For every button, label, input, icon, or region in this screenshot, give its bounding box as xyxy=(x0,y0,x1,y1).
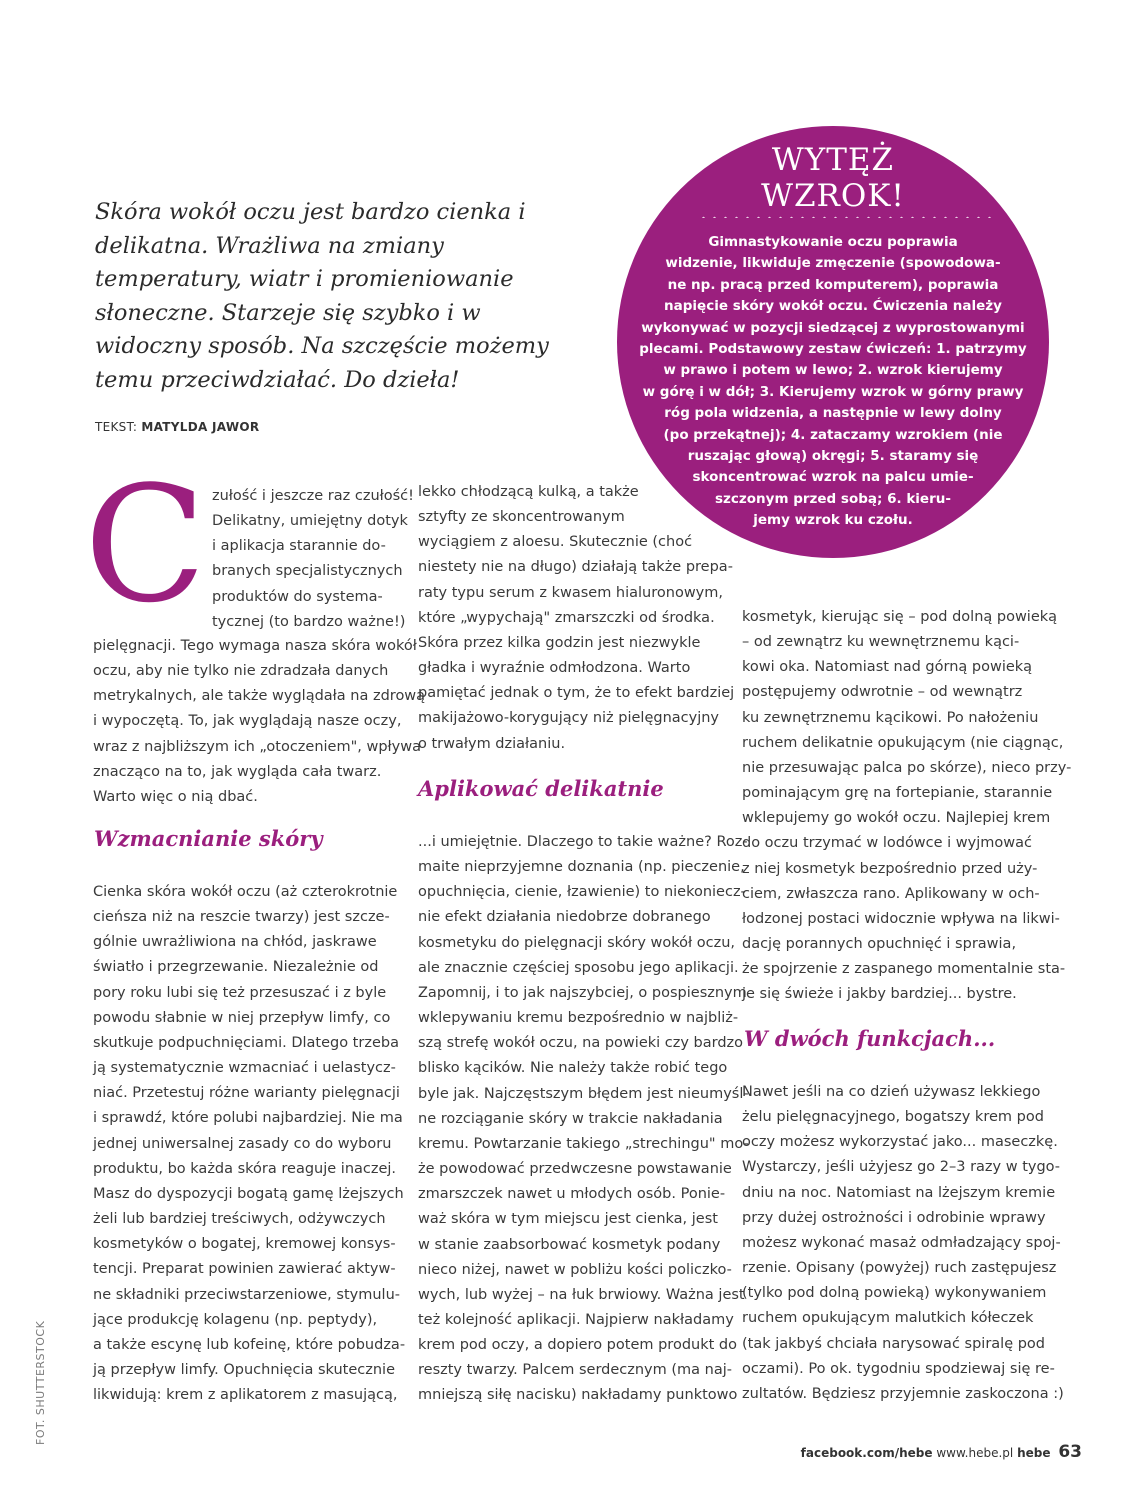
text-line: ruchem delikatnie opukującym (nie ciągnąc, xyxy=(742,734,1064,751)
text-line: skutkuje podpuchnięciami. Dlatego trzeba xyxy=(93,1034,399,1051)
text-line: tencji. Preparat powinien zawierać aktyw- xyxy=(93,1261,396,1278)
sidebar-title-line: WYTĘŻ xyxy=(771,142,895,178)
drop-cap: C xyxy=(84,451,207,638)
text-line: ne składniki przeciwstarzeniowe, stymulu- xyxy=(93,1286,400,1303)
page-footer xyxy=(801,1442,1082,1462)
sidebar-line: widzenie, likwiduje zmęczenie (spowodowa- xyxy=(665,255,1001,272)
text-line: niać. Przetestuj różne warianty pielęgnacji xyxy=(93,1085,400,1102)
text-line: kosmetyku do pielęgnacji skóry wokół oczu, xyxy=(418,934,735,951)
photo-credit: FOT. SHUTTERSTOCK xyxy=(34,1320,47,1445)
sidebar-line: w górę i w dół; 3. Kierujemy wzrok w górny prawy xyxy=(642,383,1024,400)
section-heading: Aplikować delikatnie xyxy=(418,776,664,801)
sidebar-line: Gimnastykowanie oczu poprawia xyxy=(708,234,958,250)
text-line: wraz z najbliższym ich „otoczeniem", wpływa xyxy=(93,738,421,755)
text-line: zmarszczek nawet u młodych osób. Ponie- xyxy=(418,1186,726,1203)
text-line: łodzonej postaci widocznie wpływa na likwi- xyxy=(742,910,1060,927)
sidebar-line: napięcie skóry wokół oczu. Ćwiczenia należy xyxy=(664,298,1002,315)
text-line: opuchnięcia, cienie, łzawienie) to niekoniecz- xyxy=(418,884,746,901)
lead-paragraph: Skóra wokół oczu jest bardzo cienka i delikatna. Wrażliwa na zmiany temperatury, wiatr i promieniowanie słoneczne. Starzeje się szybko i w widoczny sposób. Na szczęście możemy temu przeciwdziałać. Do dzieła! xyxy=(95,199,549,393)
text-line: – od zewnątrz ku wewnętrznemu kąci- xyxy=(742,634,1020,651)
text-line: wyciągiem z aloesu. Skutecznie (choć xyxy=(418,534,693,551)
credit-label: TEKST: xyxy=(95,420,138,434)
text-line: nie efekt działania niedobrze dobranego xyxy=(418,909,711,926)
text-line: branych specjalistycznych xyxy=(212,563,403,580)
text-line: i aplikacja starannie do- xyxy=(212,538,386,555)
website-link[interactable]: www.hebe.pl xyxy=(936,1446,1014,1460)
text-line: zułość i jeszcze raz czułość! xyxy=(212,488,414,504)
text-line: jednej uniwersalnej zasady co do wyboru xyxy=(93,1135,392,1152)
text-line: a także escynę lub kofeinę, które pobudza- xyxy=(93,1336,406,1353)
text-line: w stanie zaabsorbować kosmetyk podany xyxy=(418,1236,721,1253)
sidebar-line: plecami. Podstawowy zestaw ćwiczeń: 1. patrzymy xyxy=(639,341,1027,358)
text-line: pielęgnacji. Tego wymaga nasza skóra wokół xyxy=(93,638,417,654)
text-line: żeli lub bardziej treściwych, odżywczych xyxy=(93,1211,386,1228)
text-line: ją przepływ limfy. Opuchnięcia skutecznie xyxy=(93,1361,395,1378)
text-line: Nawet jeśli na co dzień używasz lekkiego xyxy=(742,1084,1041,1100)
sidebar-line: (po przekątnej); 4. zataczamy wzrokiem (nie xyxy=(663,426,1003,443)
sidebar-title xyxy=(617,142,1049,214)
text-line: waż skóra w tym miejscu jest cienka, jest xyxy=(418,1211,718,1228)
text-line: i sprawdź, które polubi najbardziej. Nie ma xyxy=(93,1110,403,1127)
facebook-link[interactable]: facebook.com/hebe xyxy=(800,1446,933,1460)
text-line: kosmetyk, kierując się – pod dolną powieką xyxy=(742,609,1058,625)
text-line: gładka i wyraźnie odmłodzona. Warto xyxy=(418,660,691,677)
text-line: kremu. Powtarzanie takiego „strechingu" mo- xyxy=(418,1135,749,1152)
text-line: ruchem opukującym malutkich kółeczek xyxy=(742,1310,1034,1327)
text-line: produktu, bo każda skóra reaguje inaczej. xyxy=(93,1160,397,1177)
text-line: rzenie. Opisany (powyżej) ruch zastępujesz xyxy=(742,1260,1057,1277)
sidebar-line: wykonywać w pozycji siedzącej z wyprostowanymi xyxy=(641,319,1025,336)
text-line: żelu pielęgnacyjnego, bogatszy krem pod xyxy=(742,1109,1044,1126)
text-line: wklepywaniu kremu bezpośrednio w najbliż- xyxy=(418,1010,739,1027)
text-line: wklepujemy go wokół oczu. Najlepiej krem xyxy=(742,810,1051,827)
text-line: lekko chłodzącą kulką, a także xyxy=(418,484,639,500)
text-line: Skóra przez kilka godzin jest niezwykle xyxy=(418,634,701,651)
text-line: znacząco na to, jak wygląda cała twarz. xyxy=(93,763,382,780)
text-line: Zapomnij, i to jak najszybciej, o pospiesznym xyxy=(418,984,747,1001)
text-line: wych, lub wyżej – na łuk brwiowy. Ważna jest xyxy=(418,1286,745,1303)
text-line: cieńsza niż na reszcie twarzy) jest szcze- xyxy=(93,909,390,926)
text-line: postępujemy odwrotnie – od wewnątrz xyxy=(742,684,1023,701)
section-heading: Wzmacnianie skóry xyxy=(94,826,323,851)
text-line: reszty twarzy. Palcem serdecznym (ma naj- xyxy=(418,1362,732,1379)
col3-paragraph-1 xyxy=(742,605,1071,1008)
text-line: powodu słabnie w niej przepływ limfy, co xyxy=(93,1009,391,1026)
text-line: jące produkcję kolagenu (np. peptydy), xyxy=(93,1311,378,1328)
text-line: kowi oka. Natomiast nad górną powieką xyxy=(742,659,1033,676)
text-line: i wypoczętą. To, jak wyglądają nasze oczy, xyxy=(93,713,402,730)
col1-paragraph-2 xyxy=(93,880,405,1408)
text-line: mniejszą siłę nacisku) nakładamy punktowo xyxy=(418,1387,738,1404)
text-line: Delikatny, umiejętny dotyk xyxy=(212,513,408,530)
text-line: oczami). Po ok. tygodniu spodziewaj się re- xyxy=(742,1360,1055,1377)
text-line: ale znacznie częściej sposobu jego aplikacji. xyxy=(418,959,739,976)
text-line: możesz wykonać masaż odmładzający spoj- xyxy=(742,1234,1061,1251)
col3-paragraph-2 xyxy=(742,1080,1064,1407)
text-line: maite nieprzyjemne doznania (np. pieczenie, xyxy=(418,859,745,876)
text-line: nieco niżej, nawet w pobliżu kości policzko- xyxy=(418,1261,732,1278)
text-line: ...i umiejętnie. Dlaczego to takie ważne? Roz- xyxy=(418,834,748,850)
col2-paragraph-2 xyxy=(418,830,749,1409)
dotted-divider xyxy=(698,216,998,218)
text-line: pominającym grę na fortepianie, starannie xyxy=(742,785,1053,802)
sidebar-line: ruszając głową) okręgi; 5. staramy się xyxy=(687,448,979,465)
text-line: niestety nie na długo) działają także prepa- xyxy=(418,559,733,576)
text-line: Cienka skóra wokół oczu (aż czterokrotnie xyxy=(93,884,398,900)
text-line: metrykalnych, ale także wyglądała na zdrową xyxy=(93,688,426,705)
text-line: że powodować przedwczesne powstawanie xyxy=(418,1161,732,1178)
text-line: przy dużej ostrożności i odrobinie wprawy xyxy=(742,1209,1046,1226)
col2-paragraph-1 xyxy=(418,480,734,757)
text-line: ku zewnętrznemu kącikowi. Po nałożeniu xyxy=(742,709,1039,726)
text-line: ciem, zwłaszcza rano. Aplikowany w och- xyxy=(742,885,1040,902)
text-line: które „wypychają" zmarszczki od środka. xyxy=(418,609,715,626)
text-line: o trwałym działaniu. xyxy=(418,735,566,752)
text-line: Warto więc o nią dbać. xyxy=(93,788,258,805)
text-line: pory roku lubi się też przesuszać i z byle xyxy=(93,984,387,1001)
sidebar-line: ne np. pracą przed komputerem), poprawia xyxy=(667,276,999,293)
sidebar-line: skoncentrować wzrok na palcu umie- xyxy=(692,469,974,486)
text-line: byle jak. Najczęstszym błędem jest nieumyśl- xyxy=(418,1085,749,1102)
text-line: do oczu trzymać w lodówce i wyjmować xyxy=(742,835,1032,852)
text-line: też kolejność aplikacji. Najpierw nakładamy xyxy=(418,1311,734,1328)
text-line: oczu, aby nie tylko nie zdradzała danych xyxy=(93,663,389,680)
text-line: Masz do dyspozycji bogatą gamę lżejszych xyxy=(93,1185,404,1202)
sidebar-line: róg pola widzenia, a następnie w lewy dolny xyxy=(664,405,1002,422)
text-line: ją systematycznie wzmacniać i uelastycz- xyxy=(93,1060,396,1077)
sidebar-line: jemy wzrok ku czołu. xyxy=(753,512,913,529)
author-credit xyxy=(95,420,259,434)
col1-intro-lines xyxy=(212,484,414,635)
page-number: 63 xyxy=(1058,1442,1082,1462)
text-line: (tak jakbyś chciała narysować spiralę pod xyxy=(742,1335,1045,1352)
col1-paragraph-1 xyxy=(93,634,425,810)
section-heading: W dwóch funkcjach... xyxy=(744,1026,996,1051)
text-line: raty typu serum z kwasem hialuronowym, xyxy=(418,584,723,601)
text-line: makijażowo-korygujący niż pielęgnacyjny xyxy=(418,710,720,727)
text-line: szą strefę wokół oczu, na powieki czy bardzo xyxy=(418,1035,744,1052)
text-line: dację porannych opuchnięć i sprawia, xyxy=(742,936,1017,953)
text-line: blisko kącików. Nie należy także robić tego xyxy=(418,1060,728,1077)
text-line: sztyfty ze skoncentrowanym xyxy=(418,509,625,526)
text-line: produktów do systema- xyxy=(212,588,383,605)
text-line: je się świeże i jakby bardziej... bystre. xyxy=(742,986,1017,1003)
text-line: krem pod oczy, a dopiero potem produkt do xyxy=(418,1337,737,1354)
text-line: światło i przegrzewanie. Niezależnie od xyxy=(93,959,379,976)
text-line: ne rozciąganie skóry w trakcie nakładania xyxy=(418,1110,723,1127)
brand-name: hebe xyxy=(1017,1446,1051,1460)
sidebar-line: w prawo i potem w lewo; 2. wzrok kierujemy xyxy=(663,362,1003,379)
text-line: kosmetyków o bogatej, kremowej konsys- xyxy=(93,1236,396,1253)
text-line: likwidują: krem z aplikatorem z masującą, xyxy=(93,1387,398,1404)
sidebar-line: szczonym przed sobą; 6. kieru- xyxy=(715,490,951,507)
text-line: że spojrzenie z zaspanego momentalnie sta- xyxy=(742,961,1066,978)
text-line: oczy możesz wykorzystać jako... maseczkę. xyxy=(742,1134,1058,1151)
text-line: dniu na noc. Natomiast na lżejszym kremie xyxy=(742,1184,1056,1201)
text-line: zultatów. Będziesz przyjemnie zaskoczona :) xyxy=(742,1385,1064,1402)
text-line: nie przesuwając palca po skórze), nieco przy- xyxy=(742,759,1072,776)
text-line: pamiętać jednak o tym, że to efekt bardziej xyxy=(418,685,735,702)
text-line: gólnie uwrażliwiona na chłód, jaskrawe xyxy=(93,934,377,951)
credit-author: MATYLDA JAWOR xyxy=(141,420,260,434)
text-line: (tylko pod dolną powieką) wykonywaniem xyxy=(742,1285,1047,1302)
text-line: Wystarczy, jeśli użyjesz go 2–3 razy w tygo- xyxy=(742,1159,1061,1176)
sidebar-title-line: WZROK! xyxy=(761,178,905,214)
text-line: z niej kosmetyk bezpośrednio przed uży- xyxy=(742,860,1038,877)
text-line: tycznej (to bardzo ważne!) xyxy=(212,613,406,630)
